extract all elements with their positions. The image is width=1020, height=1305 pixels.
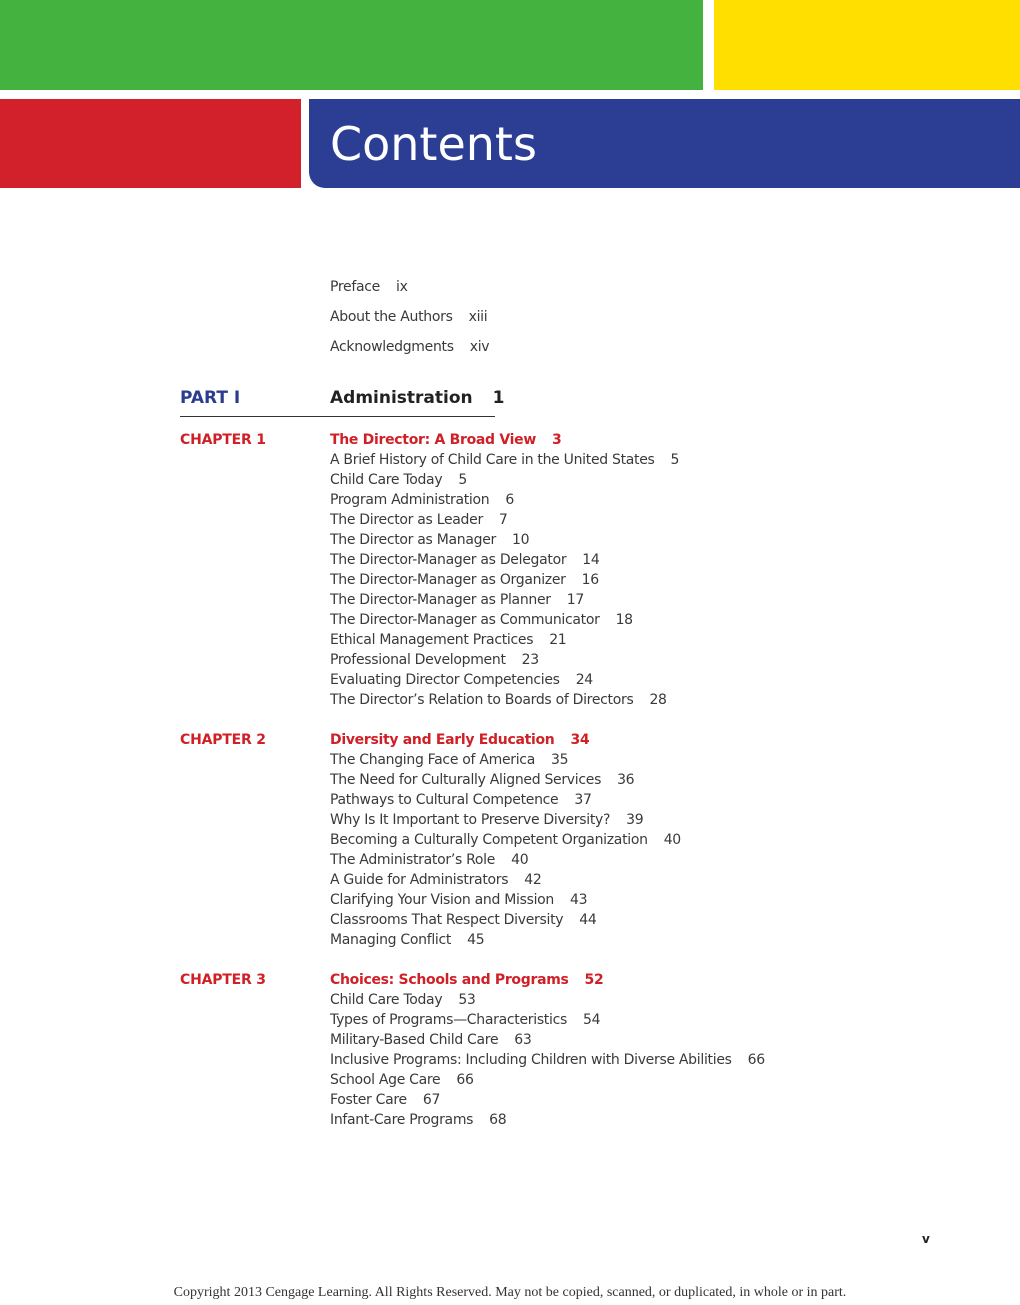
section-title: Inclusive Programs: Including Children with Diverse Abilities: [330, 1052, 732, 1068]
section-title: Evaluating Director Competencies: [330, 672, 560, 688]
section-title: Child Care Today: [330, 992, 443, 1008]
section-title: Becoming a Culturally Competent Organization: [330, 832, 648, 848]
section-title: Foster Care: [330, 1092, 407, 1108]
toc-section[interactable]: [330, 810, 643, 830]
toc-section[interactable]: [330, 830, 681, 850]
toc-section[interactable]: [330, 1070, 474, 1090]
section-title: The Director-Manager as Planner: [330, 592, 551, 608]
toc-section[interactable]: [330, 750, 568, 770]
section-page: 17: [566, 592, 584, 608]
toc-section[interactable]: [330, 790, 592, 810]
toc-section[interactable]: [330, 690, 667, 710]
chapter-label: CHAPTER 2: [180, 732, 266, 748]
section-page: 67: [422, 1092, 441, 1108]
toc-section[interactable]: [330, 490, 514, 510]
section-page: 28: [649, 692, 667, 708]
section-page: 53: [458, 992, 476, 1008]
section-page: 7: [498, 512, 508, 528]
section-title: Why Is It Important to Preserve Diversity?: [330, 812, 611, 828]
toc-section[interactable]: [330, 990, 476, 1010]
toc-section[interactable]: [330, 1030, 532, 1050]
section-title: Managing Conflict: [330, 932, 452, 948]
toc-section[interactable]: [330, 450, 679, 470]
toc-section[interactable]: [330, 570, 599, 590]
section-title: Types of Programs—Characteristics: [330, 1012, 567, 1028]
toc-section[interactable]: [330, 510, 508, 530]
toc-section[interactable]: [330, 470, 467, 490]
toc-section[interactable]: [330, 870, 541, 890]
toc-front-item[interactable]: [330, 337, 489, 357]
chapter-title-text: The Director: A Broad View: [330, 432, 536, 448]
section-page: 21: [549, 632, 567, 648]
section-page: 45: [467, 932, 485, 948]
chapter-page: 52: [584, 972, 604, 988]
section-title: School Age Care: [330, 1072, 441, 1088]
section-title: The Changing Face of America: [330, 752, 535, 768]
section-page: 40: [663, 832, 681, 848]
section-title: The Need for Culturally Aligned Services: [330, 772, 602, 788]
chapter-title[interactable]: [330, 430, 561, 450]
section-page: 43: [570, 892, 588, 908]
chapter-title[interactable]: [330, 730, 589, 750]
toc-entry-title: Preface: [330, 279, 380, 295]
section-page: 63: [514, 1032, 532, 1048]
section-page: 68: [489, 1112, 507, 1128]
section-title: Infant-Care Programs: [330, 1112, 474, 1128]
section-page: 18: [615, 612, 633, 628]
toc-section[interactable]: [330, 1110, 506, 1130]
toc-section[interactable]: [330, 610, 633, 630]
toc-entry-title: About the Authors: [330, 309, 453, 325]
header-red-block: [0, 99, 301, 188]
section-title: The Director’s Relation to Boards of Directors: [330, 692, 634, 708]
section-page: 35: [550, 752, 569, 768]
chapter-title[interactable]: [330, 970, 603, 990]
toc-section[interactable]: [330, 1010, 600, 1030]
header-green-block: [0, 0, 703, 90]
section-title: A Brief History of Child Care in the United States: [330, 452, 655, 468]
header-yellow-block: [714, 0, 1020, 90]
toc-section[interactable]: [330, 550, 600, 570]
chapter-page: 34: [570, 732, 590, 748]
part-page: 1: [492, 388, 505, 408]
section-page: 5: [670, 452, 680, 468]
chapter-title-text: Choices: Schools and Programs: [330, 972, 569, 988]
page-title: Contents: [330, 117, 537, 171]
section-title: A Guide for Administrators: [330, 872, 509, 888]
section-page: 39: [626, 812, 644, 828]
toc-section[interactable]: [330, 590, 584, 610]
section-page: 23: [521, 652, 539, 668]
section-title: The Director-Manager as Delegator: [330, 552, 567, 568]
section-page: 42: [524, 872, 542, 888]
section-page: 54: [582, 1012, 601, 1028]
section-page: 36: [617, 772, 635, 788]
section-title: Classrooms That Respect Diversity: [330, 912, 564, 928]
toc-section[interactable]: [330, 770, 634, 790]
section-title: Program Administration: [330, 492, 490, 508]
toc-section[interactable]: [330, 1090, 440, 1110]
chapter-page: 3: [551, 432, 562, 448]
toc-section[interactable]: [330, 630, 566, 650]
toc-section[interactable]: [330, 530, 529, 550]
toc-front-item[interactable]: [330, 307, 487, 327]
section-title: The Director-Manager as Organizer: [330, 572, 566, 588]
section-title: Ethical Management Practices: [330, 632, 534, 648]
copyright-notice: Copyright 2013 Cengage Learning. All Rights Reserved. May not be copied, scanned, or duplicated, in whole or in part.: [173, 1285, 847, 1300]
toc-section[interactable]: [330, 910, 596, 930]
section-title: The Administrator’s Role: [330, 852, 496, 868]
section-title: The Director as Leader: [330, 512, 483, 528]
section-page: 14: [582, 552, 600, 568]
section-title: The Director as Manager: [330, 532, 496, 548]
section-page: 16: [581, 572, 599, 588]
toc-entry-title: Acknowledgments: [330, 339, 454, 355]
part-label: PART I: [180, 388, 241, 408]
section-title: Child Care Today: [330, 472, 443, 488]
section-title: Clarifying Your Vision and Mission: [330, 892, 554, 908]
section-page: 10: [511, 532, 530, 548]
section-title: Military-Based Child Care: [330, 1032, 499, 1048]
toc-entry-page: xiv: [469, 339, 490, 355]
section-page: 37: [574, 792, 592, 808]
chapter-title-text: Diversity and Early Education: [330, 732, 555, 748]
section-page: 6: [505, 492, 514, 508]
toc-section[interactable]: [330, 890, 587, 910]
toc-section[interactable]: [330, 670, 593, 690]
chapter-label: CHAPTER 1: [180, 432, 266, 448]
section-page: 40: [511, 852, 529, 868]
toc-front-item[interactable]: [330, 277, 408, 297]
toc-entry-page: xiii: [468, 309, 488, 325]
page-folio: v: [922, 1232, 930, 1246]
part-divider: [180, 416, 495, 417]
section-page: 66: [747, 1052, 765, 1068]
section-page: 44: [579, 912, 597, 928]
toc-section[interactable]: [330, 1050, 765, 1070]
section-title: Pathways to Cultural Competence: [330, 792, 559, 808]
part-title-text: Administration: [330, 388, 473, 408]
section-page: 5: [458, 472, 467, 488]
section-page: 24: [575, 672, 593, 688]
chapter-label: CHAPTER 3: [180, 972, 266, 988]
section-page: 66: [456, 1072, 474, 1088]
toc-entry-page: ix: [395, 279, 408, 295]
toc-section[interactable]: [330, 850, 528, 870]
section-title: Professional Development: [330, 652, 506, 668]
toc-section[interactable]: [330, 930, 484, 950]
toc-section[interactable]: [330, 650, 539, 670]
part-title[interactable]: [330, 386, 504, 410]
section-title: The Director-Manager as Communicator: [330, 612, 600, 628]
